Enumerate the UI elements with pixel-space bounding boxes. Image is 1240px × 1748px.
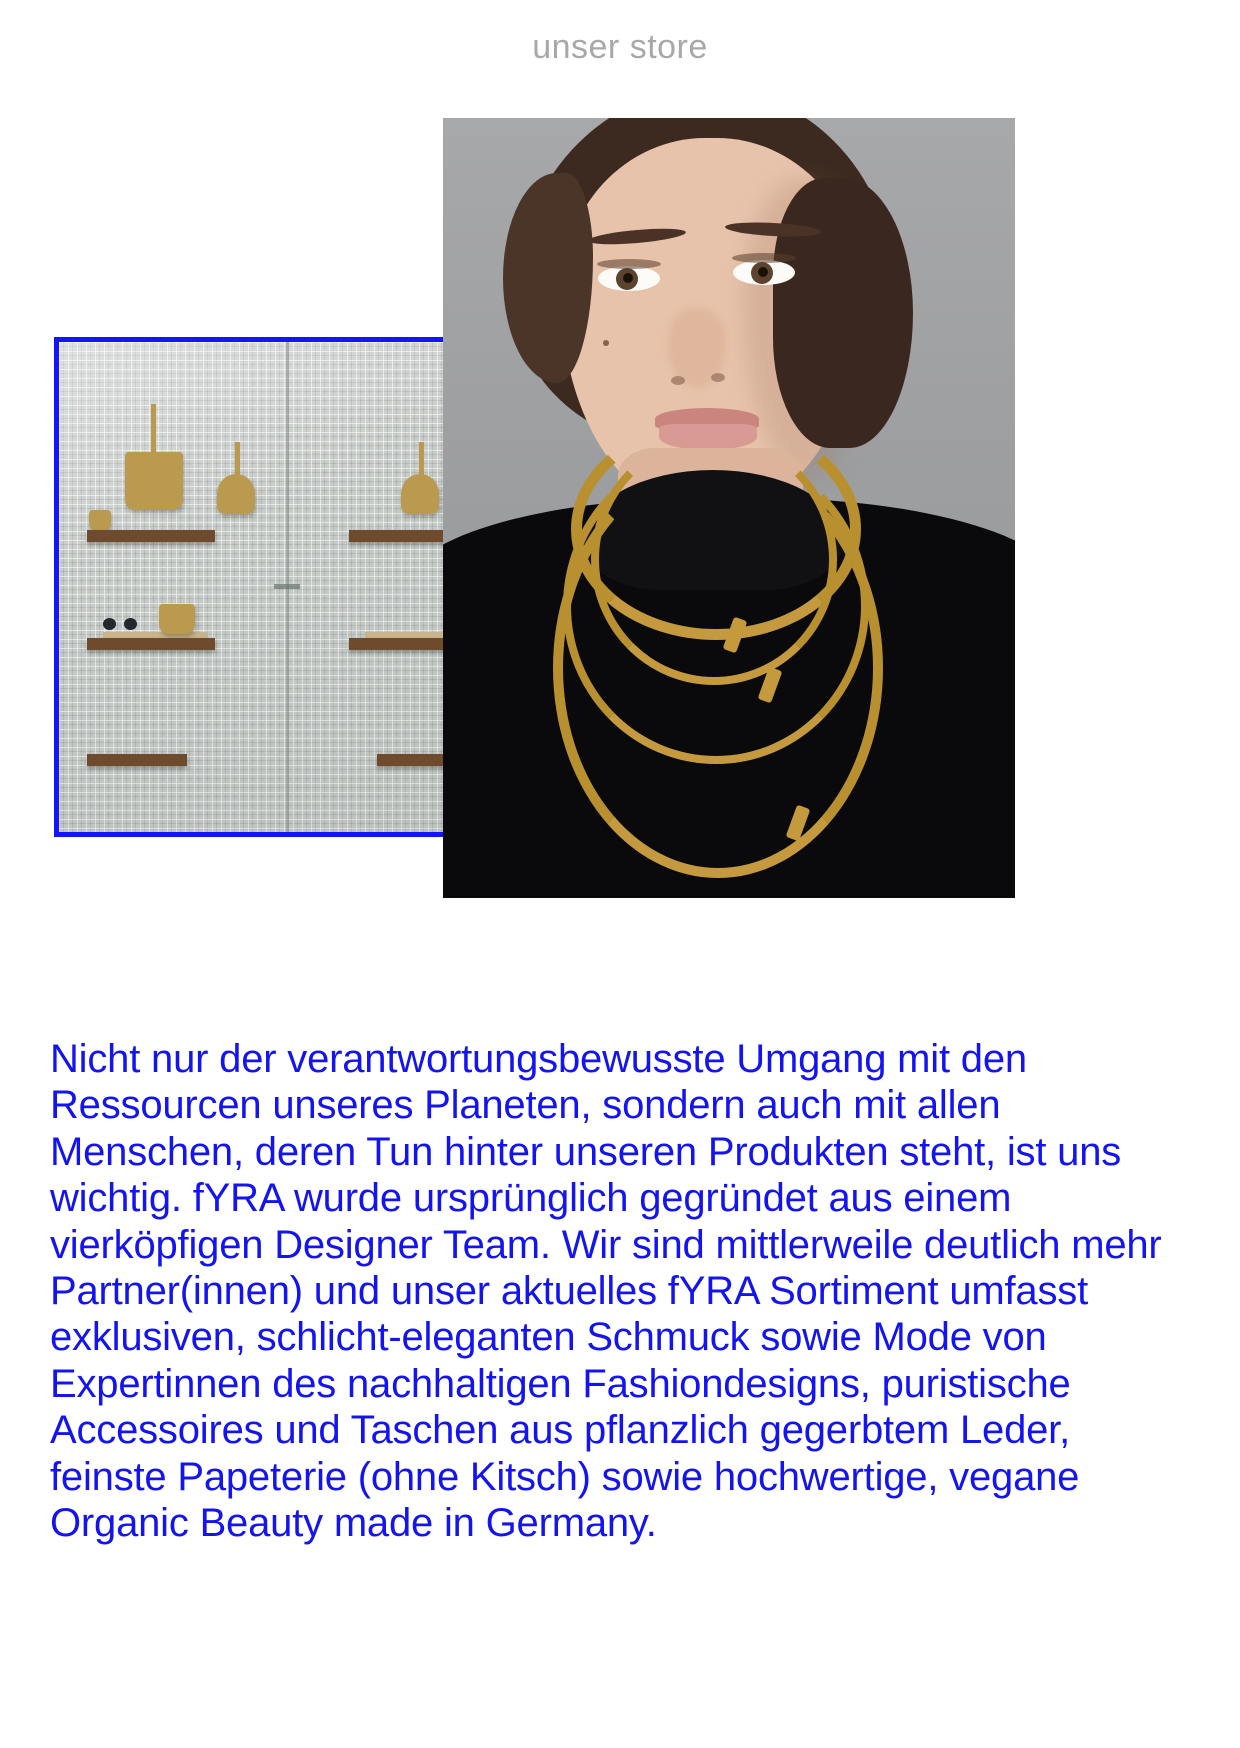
pupil xyxy=(758,267,768,277)
bag-strap xyxy=(151,404,156,456)
door-handle xyxy=(274,584,300,589)
nostril xyxy=(671,376,685,385)
eyelid xyxy=(732,253,796,263)
eye xyxy=(598,266,660,291)
pupil xyxy=(623,273,633,283)
page-title: unser store xyxy=(532,28,708,66)
sunglasses-icon xyxy=(103,618,137,630)
leather-bag xyxy=(217,474,255,514)
wooden-shelf xyxy=(87,638,215,650)
hair-left xyxy=(503,173,593,383)
nostril xyxy=(711,373,725,382)
bag-strap xyxy=(419,442,424,476)
leather-bag xyxy=(159,604,195,634)
bag-strap xyxy=(235,442,240,476)
leather-bag xyxy=(89,510,111,532)
wooden-shelf xyxy=(87,530,215,542)
beauty-mark xyxy=(603,340,609,346)
about-paragraph: Nicht nur der verantwortungsbewusste Umgang mit den Ressourcen unseres Planeten, sondern auch mit allen Menschen, deren Tun hinter unseren Produkten steht, ist uns wichtig. fYRA wurde ursprünglich gegründet aus einem vierköpfigen Designer Team. Wir sind mittlerweile deutlich mehr Partner(innen) und unser aktuelles fYRA Sortiment umfasst exklusiven, schlicht-eleganten Schmuck sowie Mode von Expertinnen des nachhaltigen Fashiondesigns, puristische Accessoires und Taschen aus pflanzlich gegerbtem Leder, feinste Papeterie (ohne Kitsch) sowie hochwertige, vegane Organic Beauty made in Germany. xyxy=(50,1037,1162,1545)
gold-chain-necklace xyxy=(553,458,883,878)
hair-right xyxy=(773,178,913,448)
eye xyxy=(733,260,795,285)
eyelid xyxy=(597,259,661,269)
portrait-photo xyxy=(443,118,1015,898)
wooden-shelf xyxy=(87,754,187,766)
leather-bag xyxy=(125,452,183,510)
image-collage xyxy=(0,118,1240,908)
leather-bag xyxy=(401,474,439,514)
